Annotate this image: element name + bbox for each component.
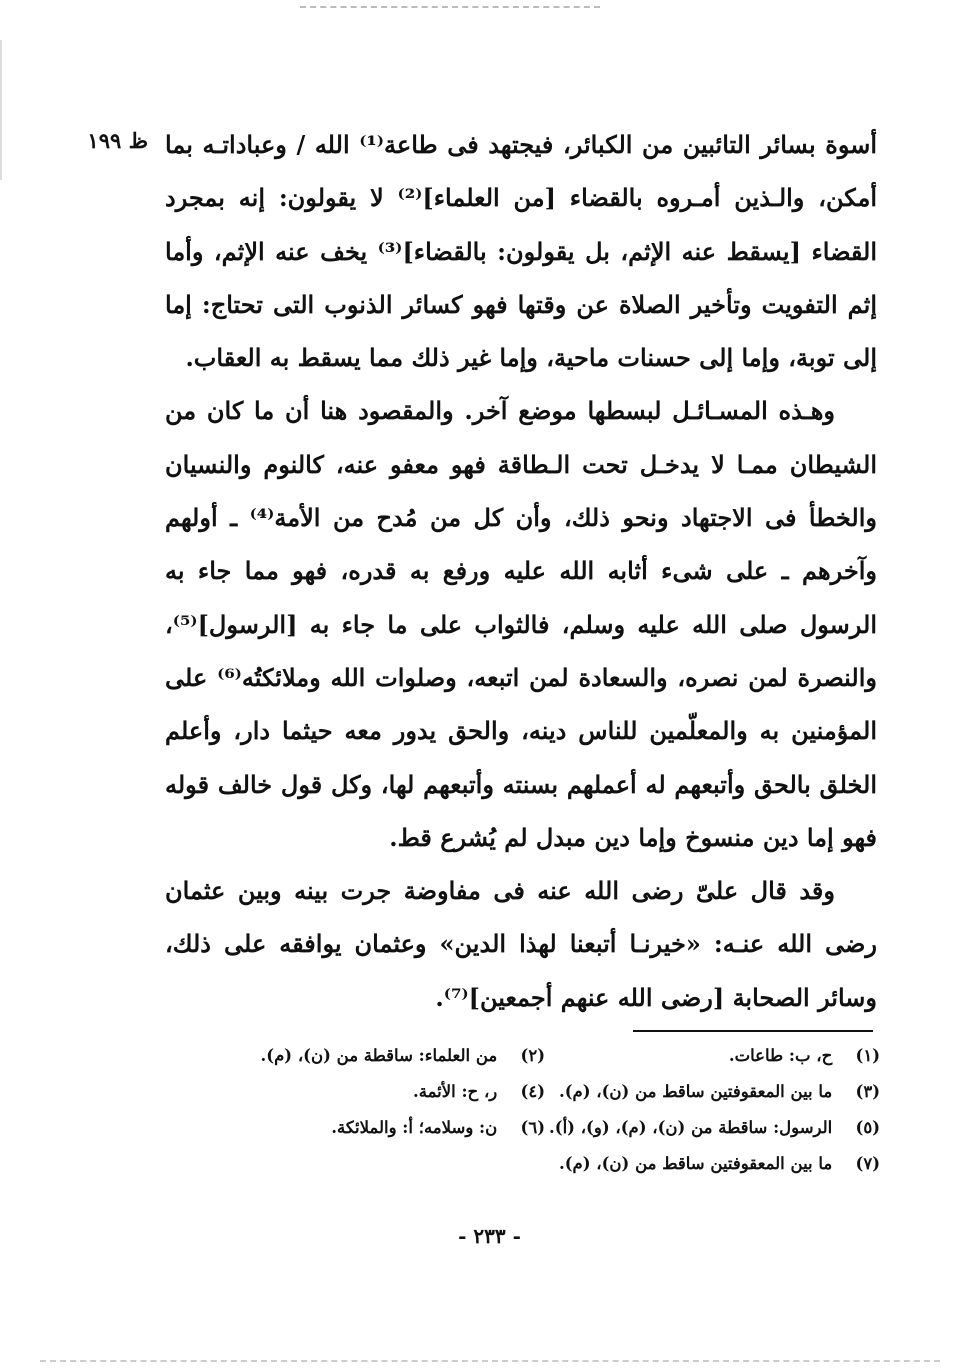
- footnote-number: (٤): [520, 1082, 545, 1101]
- footnote-text: ح، ب: طاعات.: [728, 1046, 833, 1065]
- footnote-row: [190, 1110, 880, 1146]
- footnotes: [190, 1038, 880, 1182]
- paragraph-2: وهـذه المسـائـل لبسطها موضع آخر. والمقصود هنا أن ما كان من الشيطان ممـا لا يدخـل تحت الـطاقة فهو معفو عنه، كالنوم والنسيان والخطأ فى الاجتهاد ونحو ذلك، وأن كل من مُدح من الأمة⁽⁴⁾ ـ أولهم وآخرهم ـ على شىء أثابه الله عليه ورفع به قدره، فهو مما جاء به الرسول صلى الله عليه وسلم، فالثواب على ما جاء به [الرسول]⁽⁵⁾، والنصرة لمن نصره، والسعادة لمن اتبعه، وصلوات الله وملائكتُه⁽⁶⁾ على المؤمنين به والمعلّمين للناس دينه، والحق يدور معه حيثما دار، وأعلم الخلق بالحق وأتبعهم له أعملهم بسنته وأتبعهم لها، وكل قول خالف قوله فهو إما دين منسوخ وإما دين مبدل لم يُشرع قط.: [165, 396, 877, 852]
- footnote-7: [190, 1146, 880, 1182]
- footnote-number: (٧): [855, 1154, 880, 1173]
- footnote-separator: [633, 1030, 873, 1032]
- scan-artifact-left: [0, 40, 2, 180]
- footnote-text: ما بين المعقوفتين ساقط من (ن)، (م).: [558, 1082, 833, 1101]
- footnote-6: [210, 1110, 545, 1146]
- footnote-text: من العلماء: ساقطة من (ن)، (م).: [260, 1046, 498, 1065]
- footnote-number: (٦): [520, 1118, 545, 1137]
- footnote-1: [545, 1038, 880, 1074]
- footnote-3: [545, 1074, 880, 1110]
- scan-artifact-top: [300, 6, 600, 10]
- footnote-text: ن: وسلامه؛ أ: والملائكة.: [331, 1118, 498, 1137]
- footnote-row: [190, 1146, 880, 1182]
- paragraph-1: أسوة بسائر التائبين من الكبائر، فيجتهد فى طاعة⁽¹⁾ الله / وعباداتـه بما أمكن، والـذين أمـروه بالقضاء [من العلماء]⁽²⁾ لا يقولون: إنه بمجرد القضاء [يسقط عنه الإثم، بل يقولون: بالقضاء]⁽³⁾ يخف عنه الإثم، وأما إثم التفويت وتأخير الصلاة عن وقتها فهو كسائر الذنوب التى تحتاج: إما إلى توبة، وإما إلى حسنات ماحية، وإما غير ذلك مما يسقط به العقاب.: [165, 130, 878, 373]
- footnote-text: ما بين المعقوفتين ساقط من (ن)، (م).: [558, 1154, 833, 1173]
- footnote-number: (١): [855, 1046, 880, 1065]
- manuscript-folio-note: ظ ١٩٩: [87, 128, 148, 153]
- scan-artifact-bottom: [40, 1360, 940, 1364]
- footnote-row: [190, 1074, 880, 1110]
- main-text: [165, 118, 877, 1024]
- footnote-number: (٥): [855, 1118, 880, 1137]
- footnote-text: الرسول: ساقطة من (ن)، (م)، (و)، (أ).: [549, 1118, 833, 1137]
- footnote-4: [210, 1074, 545, 1110]
- footnote-text: ر، ح: الأئمة.: [413, 1082, 498, 1101]
- footnote-number: (٣): [855, 1082, 880, 1101]
- footnote-number: (٢): [520, 1046, 545, 1065]
- page-number: - ٢٣٣ -: [458, 1224, 521, 1248]
- paragraph-3: وقد قال علىّ رضى الله عنه فى مفاوضة جرت بينه وبين عثمان رضى الله عنـه: «خيرنـا أتبعنا لهذا الدين» وعثمان يوافقه على ذلك، وسائر الصحابة [رضى الله عنهم أجمعين]⁽⁷⁾.: [165, 876, 877, 1012]
- footnote-row: [190, 1038, 880, 1074]
- footnote-5: [545, 1110, 880, 1146]
- footnote-2: [210, 1038, 545, 1074]
